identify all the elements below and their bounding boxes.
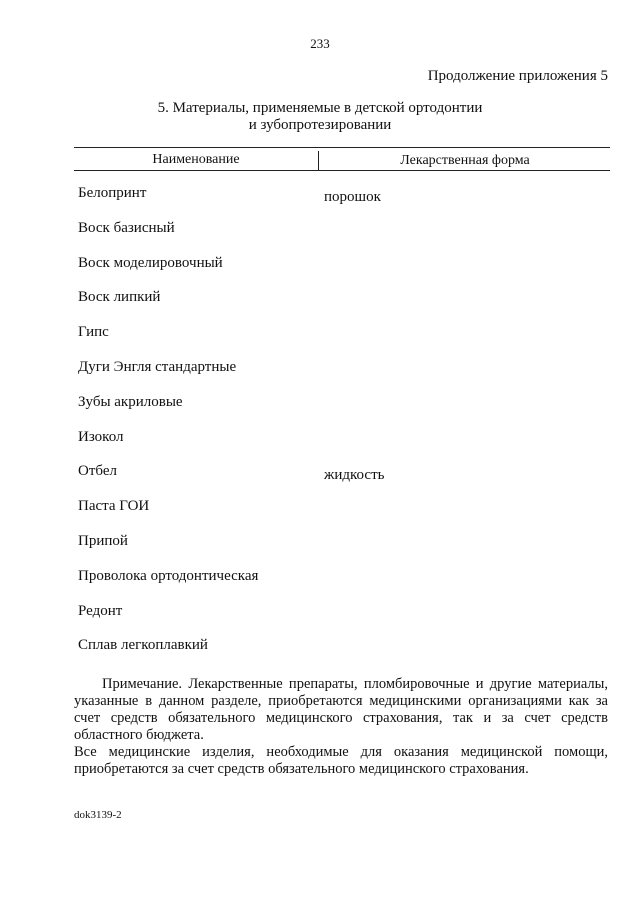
table-row bbox=[78, 359, 598, 394]
table-row bbox=[78, 289, 598, 324]
section-title-line-2: и зубопротезировании bbox=[248, 117, 392, 133]
table-header bbox=[74, 151, 610, 169]
table-row bbox=[78, 463, 598, 498]
material-name: Отбел bbox=[78, 463, 117, 480]
material-name: Воск моделировочный bbox=[78, 254, 223, 271]
table-body bbox=[78, 185, 598, 672]
note-paragraph-1: Примечание. Лекарственные препараты, пломбировочные и другие материалы, указанные в данном разделе, приобретаются медицинскими организациями как за счет средств обязательного медицинского страхования, так и за счет средств областного бюджета. bbox=[74, 676, 608, 743]
table-row bbox=[78, 498, 598, 533]
dosage-form: порошок bbox=[324, 189, 381, 205]
dosage-form: жидкость bbox=[324, 467, 385, 484]
page-number: 233 bbox=[310, 36, 330, 51]
header-name: Наименование bbox=[152, 152, 240, 167]
table-row bbox=[78, 185, 598, 220]
table-row bbox=[78, 533, 598, 568]
section-title bbox=[0, 100, 640, 134]
material-name: Белопринт bbox=[78, 185, 147, 201]
material-name: Воск липкий bbox=[78, 289, 161, 306]
material-name: Зубы акриловые bbox=[78, 393, 183, 410]
note-paragraph-2: Все медицинские изделия, необходимые для оказания медицинской помощи, приобретаются за счет средств обязательного медицинского страхования. bbox=[74, 744, 608, 777]
table-header-rule bbox=[74, 170, 610, 171]
section-title-line-1: 5. Материалы, применяемые в детской ортодонтии bbox=[157, 100, 483, 116]
material-name: Припой bbox=[78, 532, 128, 549]
header-divider bbox=[318, 151, 319, 171]
table-row bbox=[78, 324, 598, 359]
table-row bbox=[78, 255, 598, 290]
header-form: Лекарственная форма bbox=[400, 153, 530, 168]
material-name: Паста ГОИ bbox=[78, 498, 150, 515]
table-row bbox=[78, 394, 598, 429]
table-row bbox=[78, 603, 598, 638]
material-name: Изокол bbox=[78, 428, 124, 445]
material-name: Воск базисный bbox=[78, 219, 175, 236]
material-name: Дуги Энгля стандартные bbox=[78, 358, 237, 375]
material-name: Проволока ортодонтическая bbox=[78, 567, 259, 584]
material-name: Редонт bbox=[78, 602, 123, 619]
table-row bbox=[78, 568, 598, 603]
table-row bbox=[78, 637, 598, 672]
table-row bbox=[78, 220, 598, 255]
note-block bbox=[74, 676, 608, 778]
document-code: dok3139-2 bbox=[74, 809, 122, 821]
table-top-rule bbox=[74, 147, 610, 148]
table-row bbox=[78, 429, 598, 464]
material-name: Гипс bbox=[78, 324, 109, 341]
appendix-label: Продолжение приложения 5 bbox=[427, 68, 608, 84]
material-name: Сплав легкоплавкий bbox=[78, 637, 208, 654]
